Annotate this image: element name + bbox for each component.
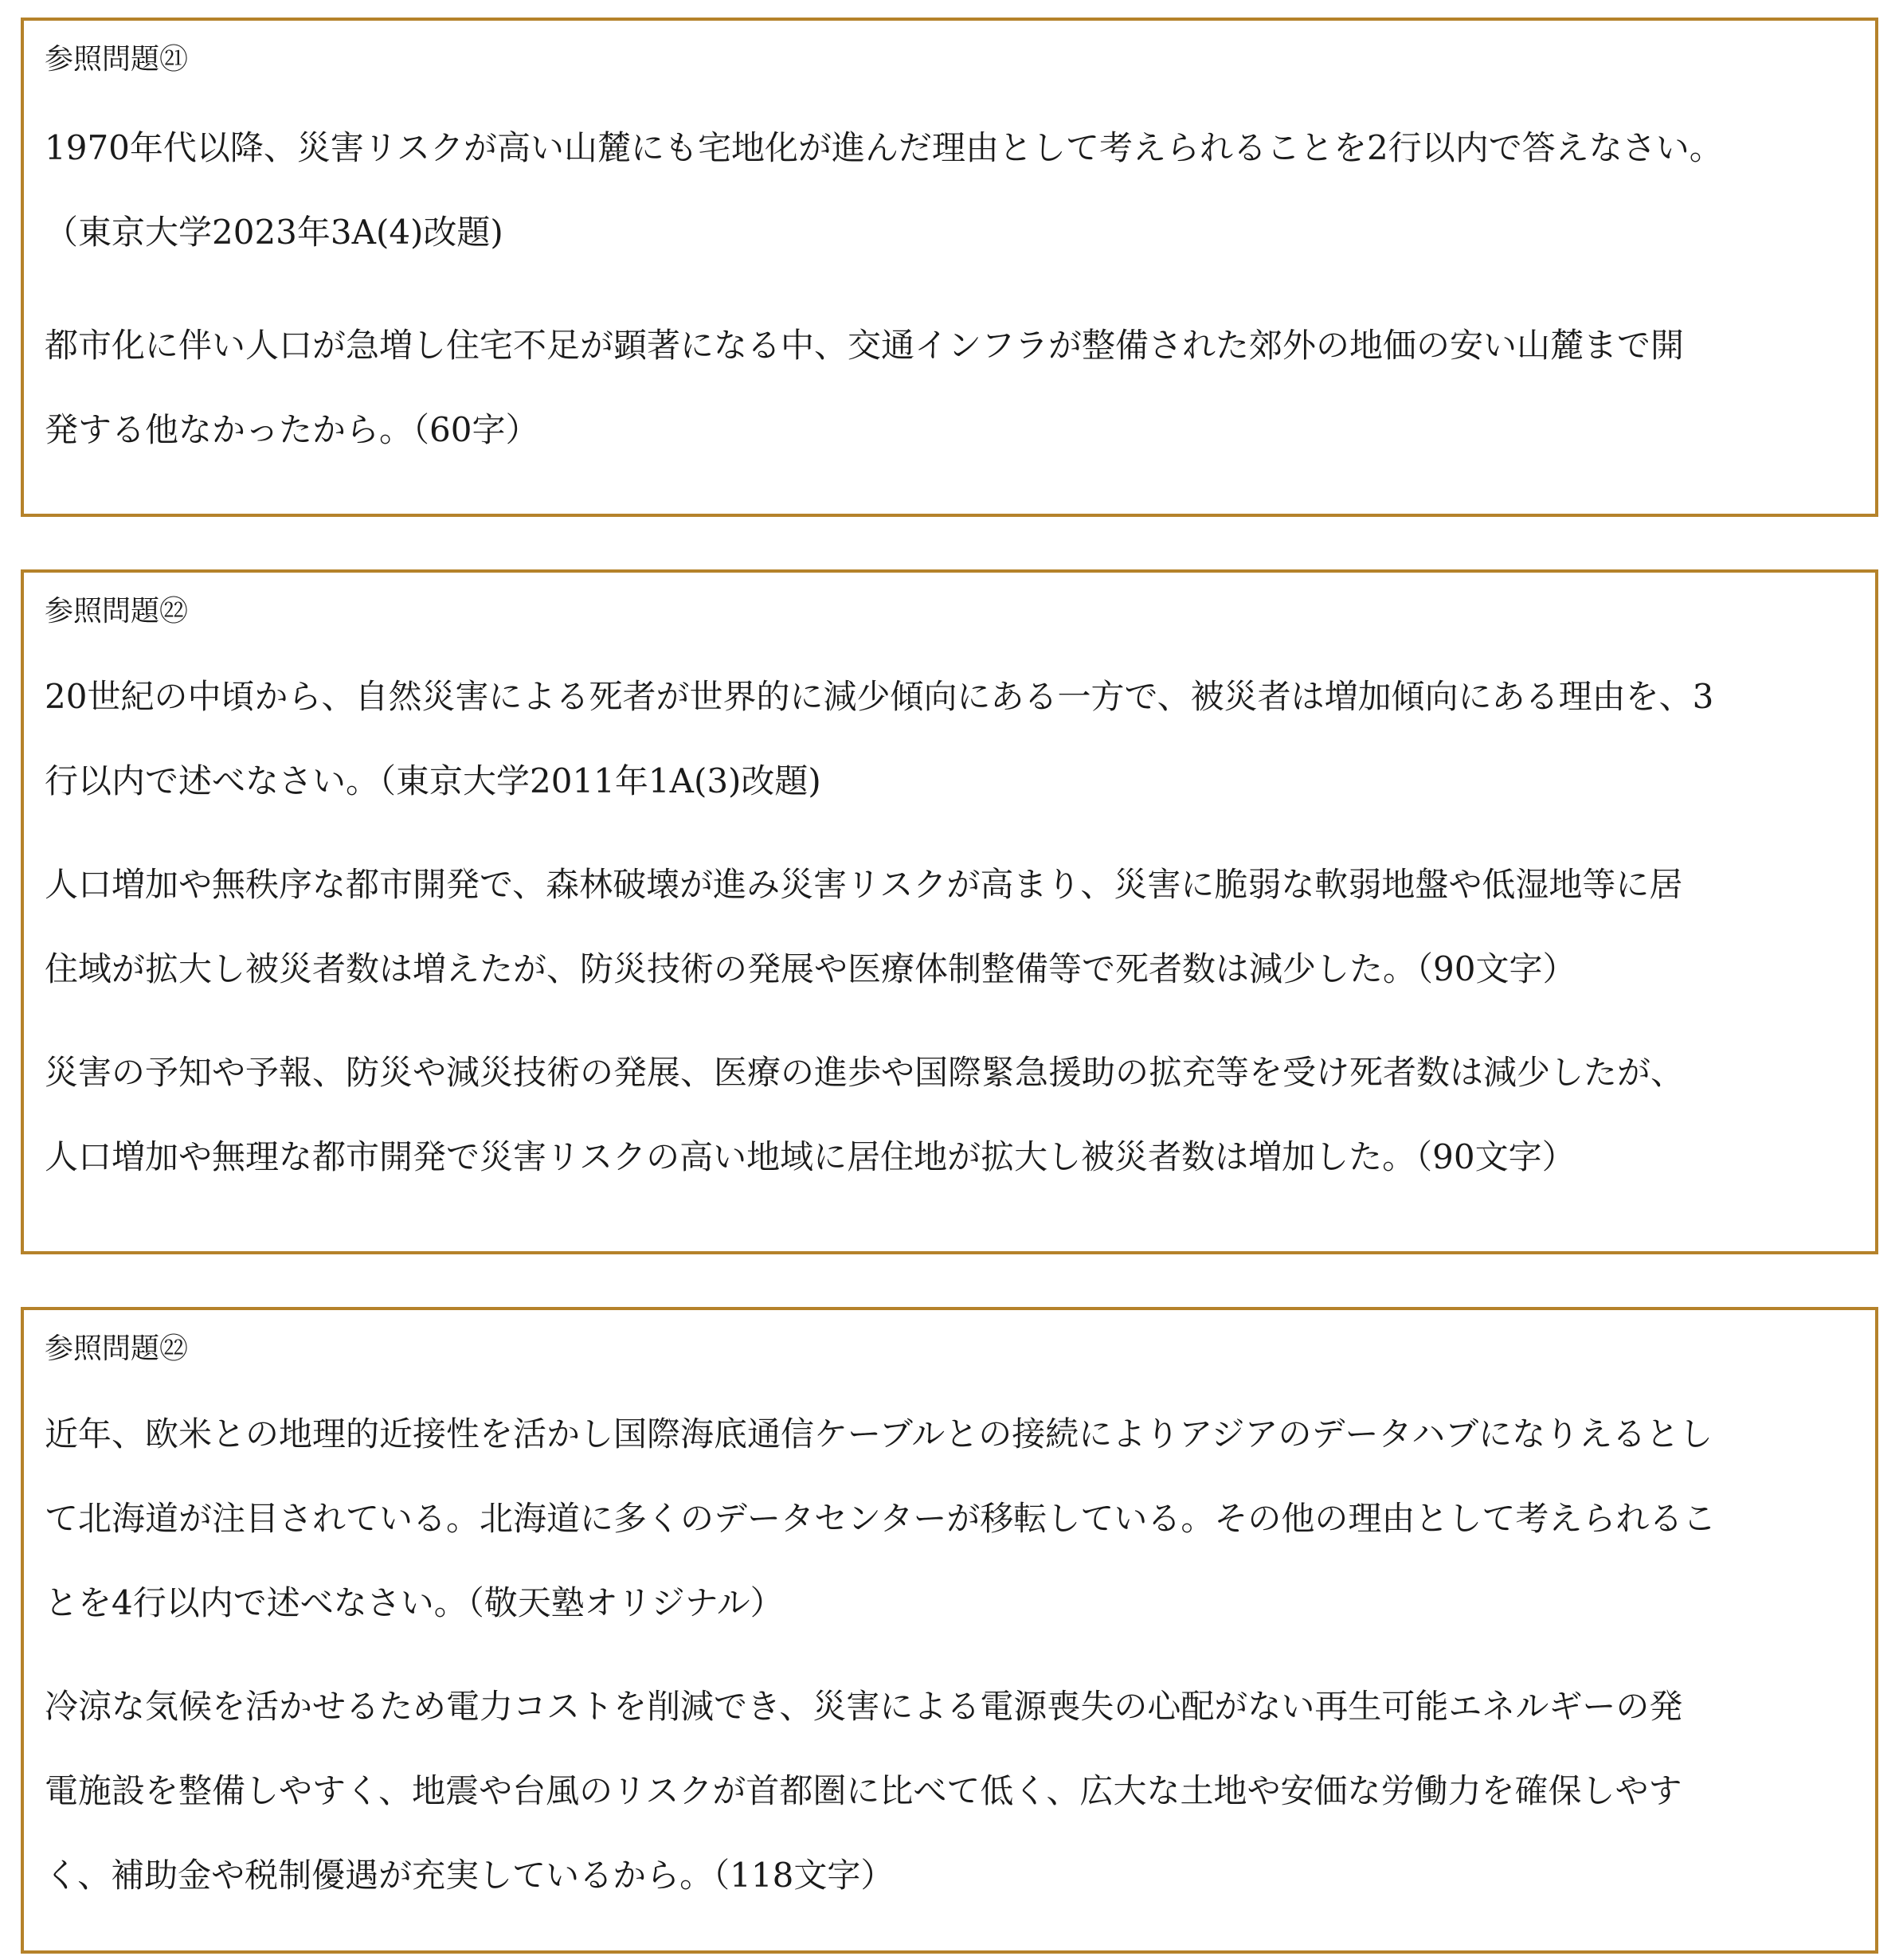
problem-heading: 参照問題㉑: [45, 43, 189, 76]
problem-heading: 参照問題㉒: [45, 595, 189, 628]
reference-problem-box-22a: [21, 569, 1878, 1254]
question-text: 1970年代以降、災害リスクが高い山麓にも宅地化が進んだ理由として考えられることを2行以内で答えなさい。 （東京大学2023年3A(4)改題): [45, 128, 1723, 252]
question-text: 20世紀の中頃から、自然災害による死者が世界的に減少傾向にある一方で、被災者は増加傾向にある理由を、3 行以内で述べなさい。（東京大学2011年1A(3)改題): [45, 677, 1714, 800]
answer-text-2: 災害の予知や予報、防災や減災技術の発展、医療の進歩や国際緊急援助の拡充等を受け死者数は減少したが、 人口増加や無理な都市開発で災害リスクの高い地域に居住地が拡大し被災者数は増加した。（90文字）: [45, 1053, 1685, 1176]
reference-problem-box-22b: [21, 1307, 1878, 1954]
problem-heading: 参照問題㉒: [45, 1332, 189, 1365]
answer-text: 都市化に伴い人口が急増し住宅不足が顕著になる中、交通インフラが整備された郊外の地価の安い山麓まで開 発する他なかったから。（60字）: [45, 326, 1685, 449]
answer-text-1: 人口増加や無秩序な都市開発で、森林破壊が進み災害リスクが高まり、災害に脆弱な軟弱地盤や低湿地等に居 住域が拡大し被災者数は増えたが、防災技術の発展や医療体制整備等で死者数は減少した。（90文字）: [45, 865, 1683, 988]
answer-text: 冷涼な気候を活かせるため電力コストを削減でき、災害による電源喪失の心配がない再生可能エネルギーの発 電施設を整備しやすく、地震や台風のリスクが首都圏に比べて低く、広大な土地や安価な労働力を確保しやす く、補助金や税制優遇が充実しているから。（118文字）: [45, 1687, 1683, 1895]
question-text: 近年、欧米との地理的近接性を活かし国際海底通信ケーブルとの接続によりアジアのデータハブになりえるとし て北海道が注目されている。北海道に多くのデータセンターが移転している。その他の理由として考えられるこ とを4行以内で述べなさい。（敬天塾オリジナル）: [45, 1414, 1717, 1622]
reference-problem-box-21: [21, 18, 1878, 517]
